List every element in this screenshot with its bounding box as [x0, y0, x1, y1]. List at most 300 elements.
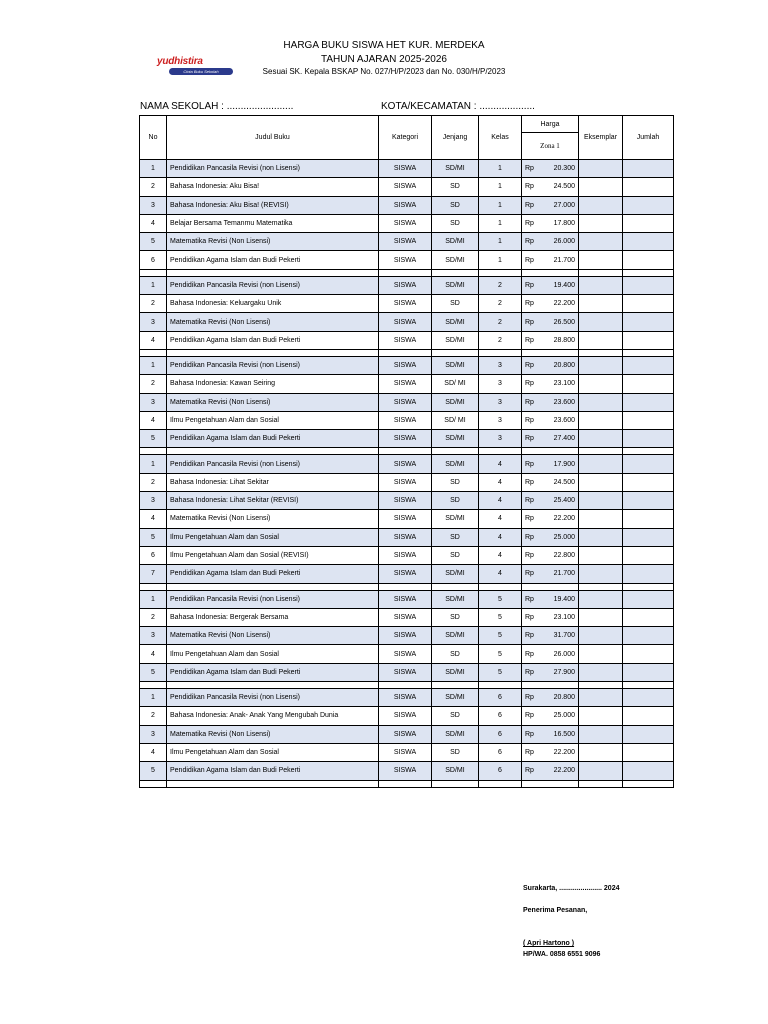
spacer-cell — [579, 682, 623, 689]
cell-total[interactable] — [623, 510, 674, 528]
cell-copies[interactable] — [579, 393, 623, 411]
cell-no: 6 — [140, 251, 167, 269]
cell-title: Bahasa Indonesia: Lihat Sekitar (REVISI) — [167, 492, 379, 510]
col-grade: Kelas — [479, 116, 522, 160]
cell-no: 3 — [140, 196, 167, 214]
table-row — [140, 251, 674, 269]
cell-grade: 6 — [479, 725, 522, 743]
table-row — [140, 331, 674, 349]
spacer-cell — [479, 269, 522, 276]
cell-copies[interactable] — [579, 546, 623, 564]
cell-copies[interactable] — [579, 590, 623, 608]
spacer-cell — [140, 448, 167, 455]
cell-total[interactable] — [623, 276, 674, 294]
cell-price — [522, 295, 579, 313]
currency-label: Rp — [525, 730, 534, 738]
table-row — [140, 743, 674, 761]
cell-level: SD — [432, 214, 479, 232]
table-row — [140, 492, 674, 510]
currency-label: Rp — [525, 668, 534, 676]
cell-title: Bahasa Indonesia: Lihat Sekitar — [167, 473, 379, 491]
col-title: Judul Buku — [167, 116, 379, 160]
cell-title: Bahasa Indonesia: Keluargaku Unik — [167, 295, 379, 313]
spacer-cell — [522, 269, 579, 276]
cell-no: 5 — [140, 430, 167, 448]
cell-price — [522, 707, 579, 725]
cell-category: SISWA — [379, 689, 432, 707]
cell-title: Bahasa Indonesia: Bergerak Bersama — [167, 608, 379, 626]
cell-price — [522, 233, 579, 251]
price-value: 25.000 — [553, 712, 575, 720]
price-table — [139, 115, 674, 788]
table-row — [140, 313, 674, 331]
cell-no: 4 — [140, 743, 167, 761]
currency-label: Rp — [525, 515, 534, 523]
cell-title: Pendidikan Agama Islam dan Budi Pekerti — [167, 762, 379, 780]
cell-price — [522, 251, 579, 269]
cell-level: SD/ MI — [432, 411, 479, 429]
table-row — [140, 160, 674, 178]
table-row — [140, 645, 674, 663]
cell-no: 1 — [140, 689, 167, 707]
cell-grade: 5 — [479, 590, 522, 608]
table-row — [140, 762, 674, 780]
table-row — [140, 546, 674, 564]
currency-label: Rp — [525, 318, 534, 326]
cell-total[interactable] — [623, 663, 674, 681]
spacer-row — [140, 780, 674, 787]
decree-reference: Sesuai SK. Kepala BSKAP No. 027/H/P/2023 dan No. 030/H/P/2023 — [262, 67, 506, 76]
city-field: KOTA/KECAMATAN : .................... — [381, 101, 535, 112]
cell-price — [522, 473, 579, 491]
cell-copies[interactable] — [579, 455, 623, 473]
spacer-cell — [522, 448, 579, 455]
currency-label: Rp — [525, 398, 534, 406]
page-title: HARGA BUKU SISWA HET KUR. MERDEKA — [283, 40, 485, 51]
spacer-cell — [432, 269, 479, 276]
currency-label: Rp — [525, 712, 534, 720]
cell-price — [522, 375, 579, 393]
cell-total[interactable] — [623, 707, 674, 725]
spacer-cell — [379, 780, 432, 787]
cell-total[interactable] — [623, 178, 674, 196]
cell-category: SISWA — [379, 627, 432, 645]
cell-total[interactable] — [623, 546, 674, 564]
cell-level: SD — [432, 707, 479, 725]
cell-grade: 2 — [479, 331, 522, 349]
col-price: Harga — [522, 116, 579, 133]
price-value: 17.800 — [553, 220, 575, 228]
spacer-cell — [432, 448, 479, 455]
cell-copies[interactable] — [579, 743, 623, 761]
col-level: Jenjang — [432, 116, 479, 160]
cell-level: SD/MI — [432, 455, 479, 473]
cell-title: Ilmu Pengetahuan Alam dan Sosial — [167, 645, 379, 663]
cell-copies[interactable] — [579, 356, 623, 374]
cell-price — [522, 196, 579, 214]
price-value: 24.500 — [553, 478, 575, 486]
price-value: 23.600 — [553, 417, 575, 424]
cell-no: 1 — [140, 160, 167, 178]
cell-total[interactable] — [623, 492, 674, 510]
price-value: 26.000 — [553, 650, 575, 658]
cell-copies[interactable] — [579, 295, 623, 313]
cell-title: Matematika Revisi (Non Lisensi) — [167, 313, 379, 331]
cell-category: SISWA — [379, 313, 432, 331]
cell-price — [522, 528, 579, 546]
cell-copies[interactable] — [579, 430, 623, 448]
cell-copies[interactable] — [579, 313, 623, 331]
table-row — [140, 473, 674, 491]
cell-level: SD/MI — [432, 331, 479, 349]
spacer-cell — [579, 583, 623, 590]
price-value: 27.000 — [553, 201, 575, 209]
cell-price — [522, 627, 579, 645]
cell-total[interactable] — [623, 608, 674, 626]
cell-title: Pendidikan Pancasila Revisi (non Lisensi) — [167, 160, 379, 178]
currency-label: Rp — [525, 552, 534, 560]
cell-total[interactable] — [623, 375, 674, 393]
cell-no: 1 — [140, 356, 167, 374]
cell-no: 5 — [140, 762, 167, 780]
currency-label: Rp — [525, 435, 534, 443]
table-row — [140, 214, 674, 232]
cell-total[interactable] — [623, 762, 674, 780]
cell-title: Pendidikan Agama Islam dan Budi Pekerti — [167, 251, 379, 269]
cell-category: SISWA — [379, 356, 432, 374]
currency-label: Rp — [525, 201, 534, 209]
price-value: 22.200 — [553, 515, 575, 523]
cell-category: SISWA — [379, 528, 432, 546]
cell-price — [522, 689, 579, 707]
price-value: 19.400 — [553, 595, 575, 603]
cell-level: SD/MI — [432, 663, 479, 681]
spacer-cell — [379, 682, 432, 689]
cell-title: Bahasa Indonesia: Aku Bisa! — [167, 178, 379, 196]
cell-grade: 4 — [479, 565, 522, 583]
cell-category: SISWA — [379, 411, 432, 429]
spacer-cell — [579, 780, 623, 787]
cell-level: SD/MI — [432, 393, 479, 411]
spacer-row — [140, 682, 674, 689]
cell-copies[interactable] — [579, 627, 623, 645]
cell-no: 5 — [140, 233, 167, 251]
cell-category: SISWA — [379, 160, 432, 178]
price-value: 31.700 — [553, 632, 575, 640]
cell-grade: 5 — [479, 627, 522, 645]
cell-level: SD/MI — [432, 565, 479, 583]
logo-tagline: Cinta Buku Sekolah — [169, 68, 233, 75]
price-value: 25.400 — [553, 497, 575, 505]
col-zone: Zona 1 — [522, 133, 579, 160]
cell-total[interactable] — [623, 689, 674, 707]
cell-grade: 1 — [479, 160, 522, 178]
cell-category: SISWA — [379, 393, 432, 411]
cell-price — [522, 492, 579, 510]
cell-level: SD — [432, 492, 479, 510]
cell-title: Pendidikan Agama Islam dan Budi Pekerti — [167, 565, 379, 583]
cell-grade: 6 — [479, 743, 522, 761]
cell-copies[interactable] — [579, 411, 623, 429]
cell-no: 2 — [140, 375, 167, 393]
cell-level: SD/MI — [432, 689, 479, 707]
receiver-label: Penerima Pesanan, — [523, 907, 588, 914]
table-row — [140, 725, 674, 743]
cell-total[interactable] — [623, 645, 674, 663]
cell-no: 3 — [140, 627, 167, 645]
cell-price — [522, 762, 579, 780]
cell-price — [522, 590, 579, 608]
cell-grade: 2 — [479, 276, 522, 294]
cell-grade: 4 — [479, 455, 522, 473]
cell-total[interactable] — [623, 590, 674, 608]
cell-level: SD/MI — [432, 762, 479, 780]
cell-total[interactable] — [623, 393, 674, 411]
cell-total[interactable] — [623, 295, 674, 313]
price-value: 20.800 — [553, 694, 575, 702]
spacer-cell — [379, 269, 432, 276]
cell-category: SISWA — [379, 331, 432, 349]
spacer-cell — [522, 780, 579, 787]
currency-label: Rp — [525, 165, 534, 173]
cell-category: SISWA — [379, 455, 432, 473]
cell-price — [522, 276, 579, 294]
cell-price — [522, 160, 579, 178]
cell-level: SD — [432, 178, 479, 196]
price-value: 24.500 — [553, 183, 575, 191]
cell-no: 4 — [140, 510, 167, 528]
cell-total[interactable] — [623, 356, 674, 374]
cell-no: 1 — [140, 455, 167, 473]
cell-grade: 6 — [479, 689, 522, 707]
cell-title: Ilmu Pengetahuan Alam dan Sosial (REVISI) — [167, 546, 379, 564]
cell-grade: 5 — [479, 608, 522, 626]
cell-category: SISWA — [379, 251, 432, 269]
cell-title: Pendidikan Agama Islam dan Budi Pekerti — [167, 331, 379, 349]
cell-no: 6 — [140, 546, 167, 564]
cell-price — [522, 214, 579, 232]
cell-copies[interactable] — [579, 375, 623, 393]
currency-label: Rp — [525, 570, 534, 578]
cell-copies[interactable] — [579, 492, 623, 510]
cell-grade: 3 — [479, 411, 522, 429]
spacer-cell — [167, 269, 379, 276]
cell-category: SISWA — [379, 663, 432, 681]
cell-total[interactable] — [623, 214, 674, 232]
cell-copies[interactable] — [579, 689, 623, 707]
spacer-cell — [623, 269, 674, 276]
table-row — [140, 430, 674, 448]
cell-total[interactable] — [623, 455, 674, 473]
cell-level: SD/MI — [432, 233, 479, 251]
currency-label: Rp — [525, 595, 534, 603]
cell-total[interactable] — [623, 160, 674, 178]
spacer-cell — [623, 448, 674, 455]
currency-label: Rp — [525, 478, 534, 486]
cell-grade: 1 — [479, 233, 522, 251]
table-row — [140, 411, 674, 429]
cell-copies[interactable] — [579, 510, 623, 528]
cell-no: 7 — [140, 565, 167, 583]
cell-level: SD — [432, 546, 479, 564]
price-value: 21.700 — [553, 570, 575, 578]
cell-total[interactable] — [623, 251, 674, 269]
col-copies: Eksemplar — [579, 116, 623, 160]
cell-copies[interactable] — [579, 196, 623, 214]
cell-price — [522, 430, 579, 448]
cell-copies[interactable] — [579, 725, 623, 743]
cell-total[interactable] — [623, 627, 674, 645]
price-value: 27.900 — [553, 668, 575, 676]
spacer-cell — [140, 583, 167, 590]
cell-level: SD/MI — [432, 590, 479, 608]
cell-grade: 6 — [479, 762, 522, 780]
cell-copies[interactable] — [579, 233, 623, 251]
cell-category: SISWA — [379, 608, 432, 626]
price-value: 26.500 — [553, 318, 575, 326]
cell-total[interactable] — [623, 528, 674, 546]
price-value: 27.400 — [553, 435, 575, 443]
table-row — [140, 689, 674, 707]
cell-price — [522, 313, 579, 331]
cell-copies[interactable] — [579, 762, 623, 780]
cell-title: Pendidikan Agama Islam dan Budi Pekerti — [167, 430, 379, 448]
currency-label: Rp — [525, 497, 534, 505]
cell-category: SISWA — [379, 375, 432, 393]
currency-label: Rp — [525, 281, 534, 289]
spacer-cell — [167, 682, 379, 689]
cell-price — [522, 411, 579, 429]
spacer-cell — [479, 682, 522, 689]
cell-grade: 1 — [479, 178, 522, 196]
cell-grade: 6 — [479, 707, 522, 725]
cell-no: 3 — [140, 725, 167, 743]
cell-grade: 4 — [479, 528, 522, 546]
cell-title: Pendidikan Pancasila Revisi (non Lisensi) — [167, 356, 379, 374]
cell-category: SISWA — [379, 430, 432, 448]
cell-title: Matematika Revisi (Non Lisensi) — [167, 725, 379, 743]
cell-title: Ilmu Pengetahuan Alam dan Sosial — [167, 743, 379, 761]
cell-no: 3 — [140, 313, 167, 331]
contact-number: HP/WA. 0858 6551 9096 — [523, 951, 601, 958]
cell-level: SD — [432, 295, 479, 313]
spacer-cell — [140, 780, 167, 787]
cell-no: 5 — [140, 528, 167, 546]
cell-total[interactable] — [623, 331, 674, 349]
spacer-cell — [522, 583, 579, 590]
price-value: 20.800 — [553, 362, 575, 370]
cell-copies[interactable] — [579, 528, 623, 546]
price-value: 22.800 — [553, 552, 575, 560]
cell-copies[interactable] — [579, 160, 623, 178]
cell-no: 4 — [140, 645, 167, 663]
cell-price — [522, 393, 579, 411]
col-total: Jumlah — [623, 116, 674, 160]
col-category: Kategori — [379, 116, 432, 160]
academic-year: TAHUN AJARAN 2025-2026 — [321, 54, 447, 65]
cell-no: 3 — [140, 393, 167, 411]
price-value: 22.200 — [553, 300, 575, 308]
cell-grade: 1 — [479, 214, 522, 232]
spacer-cell — [432, 682, 479, 689]
cell-grade: 2 — [479, 295, 522, 313]
table-row — [140, 233, 674, 251]
price-value: 16.500 — [553, 730, 575, 738]
currency-label: Rp — [525, 767, 534, 775]
price-value: 25.000 — [553, 533, 575, 541]
cell-grade: 3 — [479, 393, 522, 411]
currency-label: Rp — [525, 256, 534, 264]
spacer-cell — [579, 448, 623, 455]
table-row — [140, 627, 674, 645]
cell-copies[interactable] — [579, 178, 623, 196]
spacer-row — [140, 349, 674, 356]
table-row — [140, 565, 674, 583]
cell-total[interactable] — [623, 233, 674, 251]
price-value: 23.100 — [553, 613, 575, 621]
cell-total[interactable] — [623, 473, 674, 491]
cell-no: 2 — [140, 295, 167, 313]
cell-copies[interactable] — [579, 473, 623, 491]
price-value: 21.700 — [553, 256, 575, 264]
cell-copies[interactable] — [579, 565, 623, 583]
cell-title: Pendidikan Agama Islam dan Budi Pekerti — [167, 663, 379, 681]
price-value: 23.600 — [553, 398, 575, 406]
cell-title: Pendidikan Pancasila Revisi (non Lisensi) — [167, 455, 379, 473]
cell-copies[interactable] — [579, 707, 623, 725]
currency-label: Rp — [525, 460, 534, 468]
cell-total[interactable] — [623, 313, 674, 331]
cell-total[interactable] — [623, 196, 674, 214]
cell-category: SISWA — [379, 645, 432, 663]
spacer-cell — [522, 682, 579, 689]
cell-grade: 4 — [479, 473, 522, 491]
cell-no: 3 — [140, 492, 167, 510]
cell-category: SISWA — [379, 178, 432, 196]
cell-copies[interactable] — [579, 251, 623, 269]
cell-copies[interactable] — [579, 645, 623, 663]
cell-grade: 3 — [479, 430, 522, 448]
cell-total[interactable] — [623, 411, 674, 429]
cell-grade: 4 — [479, 492, 522, 510]
cell-title: Ilmu Pengetahuan Alam dan Sosial — [167, 528, 379, 546]
cell-copies[interactable] — [579, 276, 623, 294]
cell-level: SD — [432, 528, 479, 546]
place-date: Surakarta, ...................... 2024 — [523, 885, 620, 892]
spacer-cell — [140, 349, 167, 356]
cell-total[interactable] — [623, 565, 674, 583]
cell-copies[interactable] — [579, 331, 623, 349]
signer-name: ( Apri Hartono ) — [523, 940, 575, 947]
cell-category: SISWA — [379, 276, 432, 294]
cell-no: 4 — [140, 214, 167, 232]
cell-total[interactable] — [623, 743, 674, 761]
table-row — [140, 528, 674, 546]
spacer-row — [140, 269, 674, 276]
spacer-cell — [379, 448, 432, 455]
cell-copies[interactable] — [579, 214, 623, 232]
cell-copies[interactable] — [579, 663, 623, 681]
spacer-row — [140, 448, 674, 455]
table-row — [140, 375, 674, 393]
cell-copies[interactable] — [579, 608, 623, 626]
currency-label: Rp — [525, 533, 534, 541]
currency-label: Rp — [525, 362, 534, 370]
cell-total[interactable] — [623, 725, 674, 743]
cell-total[interactable] — [623, 430, 674, 448]
price-value: 26.000 — [553, 238, 575, 246]
cell-price — [522, 565, 579, 583]
